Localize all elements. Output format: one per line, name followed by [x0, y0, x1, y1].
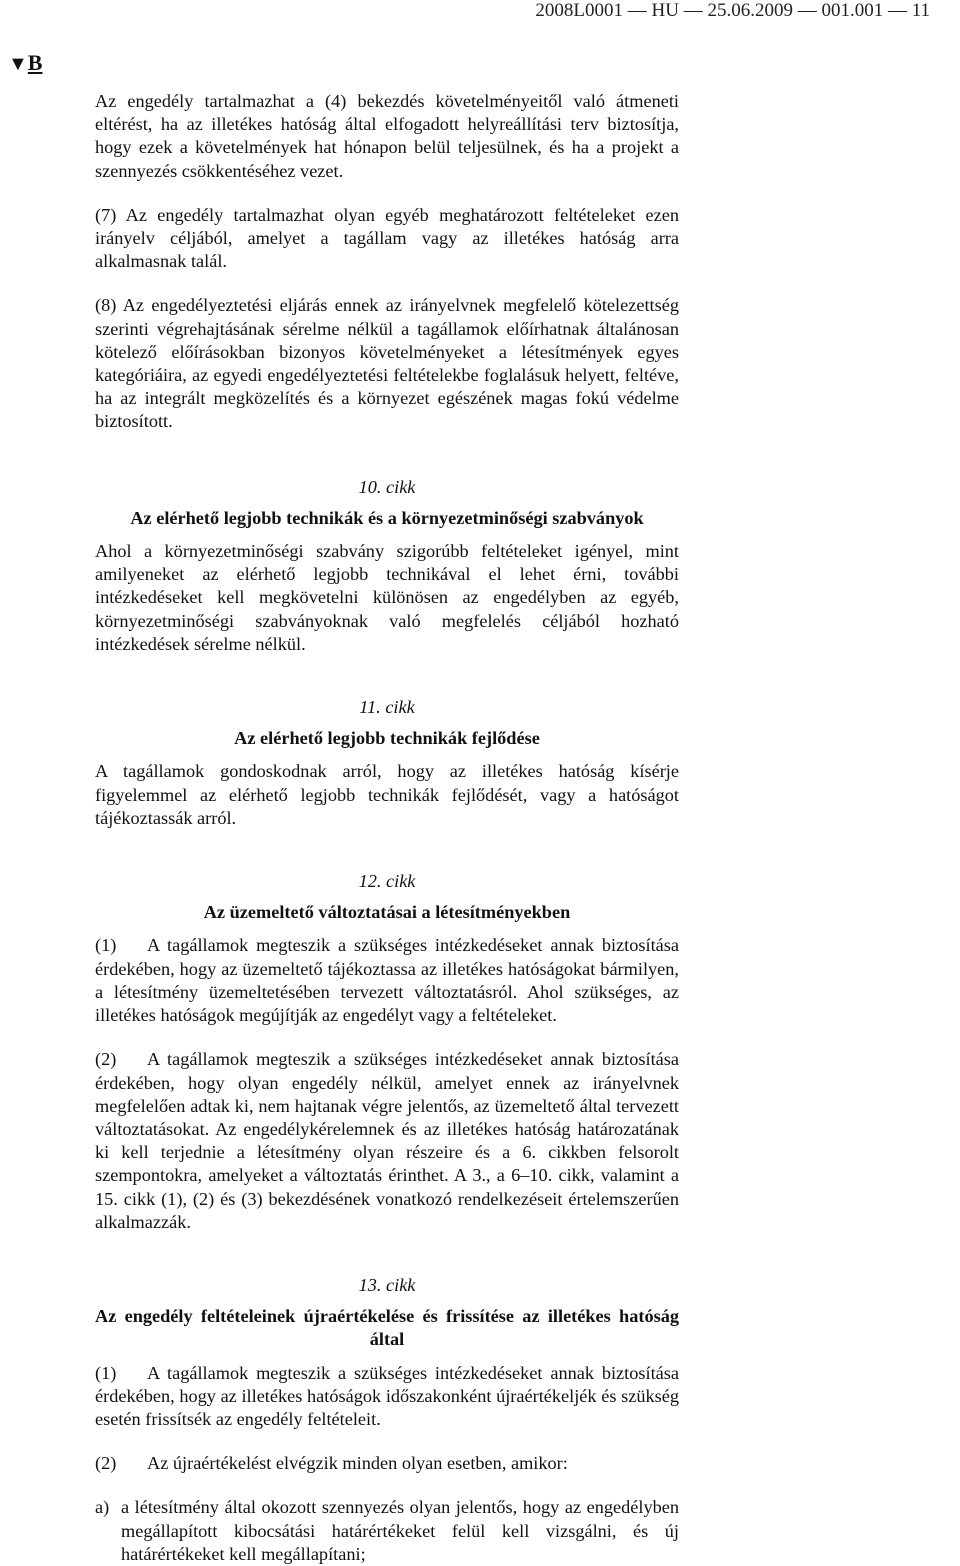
triangle-down-icon: ▼: [8, 53, 28, 75]
article-10-text: Ahol a környezetminőségi szabvány szigorúbb feltételeket igényel, mint amilyeneket az elérhető legjobb technikával el lehet érni, további intézkedéseket kell megkövetelni különösen az engedélyben az egyéb, környezetminőségi szabványoknak való megfelelés céljából hozható intézkedések sérelme nélkül.: [95, 541, 679, 654]
paragraph-text: A tagállamok megteszik a szükséges intézkedéseket annak biztosítása érdekében, hogy az üzemeltető tájékoztassa az illetékes hatóságokat bármilyen, a létesítmény üzemeltetésében tervezett változtatásról. Ahol szükséges, az illetékes hatóságok megújítják az engedélyt vagy a feltételeket.: [95, 935, 679, 1026]
paragraph-number: (1): [95, 935, 117, 956]
article-13-title: Az engedély feltételeinek újraértékelése és frissítése az illetékes hatóság által: [95, 1306, 679, 1350]
marker-letter: B: [27, 50, 43, 75]
paragraph-number: (1): [95, 1362, 117, 1383]
article-12-paragraph-2: [95, 1048, 679, 1234]
article-13-point-a: [95, 1496, 679, 1566]
article-11-title: Az elérhető legjobb technikák fejlődése: [234, 728, 540, 749]
article-11-text: A tagállamok gondoskodnak arról, hogy az illetékes hatóság kísérje figyelemmel az elérhető legjobb technikák fejlődését, vagy a hatóságot tájékoztassák arról.: [95, 761, 679, 828]
paragraph-text: A tagállamok megteszik a szükséges intézkedéseket annak biztosítása érdekében, hogy olyan engedély nélkül, amelyet ennek az irányelvnek megfelelően adtak ki, nem hajtanak végre jelentős, az üzemeltető által tervezett változtatásokat. Az engedélykérelemnek és az illetékes hatóság határozatának ki kell terjednie a létesítmény olyan részeire és a 6. cikkben felsorolt szempontokra, amelyeket a változtatás érinthet. A 3., a 6–10. cikk, valamint a 15. cikk (1), (2) és (3) bekezdésének vonatkozó rendelkezéseit értelemszerűen alkalmazzák.: [95, 1049, 679, 1232]
article-10-number: 10. cikk: [358, 476, 416, 497]
paragraph-number: (2): [95, 1453, 117, 1474]
running-header: 2008L0001 — HU — 25.06.2009 — 001.001 — 11: [535, 0, 930, 21]
article-12-number: 12. cikk: [358, 871, 416, 892]
article-13-number: 13. cikk: [358, 1274, 416, 1295]
point-label: a): [95, 1497, 110, 1518]
article-12-paragraph-1: [95, 934, 679, 1027]
article-10-title: Az elérhető legjobb technikák és a környezetminőségi szabványok: [130, 507, 644, 528]
paragraph-text: Az újraértékelést elvégzik minden olyan esetben, amikor:: [147, 1453, 568, 1474]
paragraph-7: (7) Az engedély tartalmazhat olyan egyéb meghatározott feltételeket ezen irányelv céljából, amelyet a tagállam vagy az illetékes hatóság arra alkalmasnak talál.: [95, 204, 679, 272]
paragraph-text: A tagállamok megteszik a szükséges intézkedéseket annak biztosítása érdekében, hogy az illetékes hatóságok időszakonként újraértékeljék és szükség esetén frissítsék az engedély feltételeit.: [95, 1362, 679, 1429]
article-13-paragraph-2: [95, 1452, 679, 1475]
paragraph-8: (8) Az engedélyeztetési eljárás ennek az irányelvnek megfelelő kötelezettség szerinti végrehajtásának sérelme nélkül a tagállamok előírhatnak általánosan kötelező előírásokban bizonyos követelményeket a létesítmények egyes kategóriáira, az egyedi engedélyeztetési feltételekbe foglalásuk helyett, feltéve, ha az integrált megközelítés és a környezet egészének magas fokú védelme biztosított.: [95, 295, 679, 432]
article-13-paragraph-1: [95, 1362, 679, 1432]
paragraph-number: (2): [95, 1049, 117, 1070]
consolidation-marker: [8, 50, 42, 76]
paragraph-intro: Az engedély tartalmazhat a (4) bekezdés követelményeitől való átmeneti eltérést, ha az illetékes hatóság által elfogadott helyreállítási terv biztosítja, hogy ezek a követelmények hat hónapon belül teljesülnek, és ha a projekt a szennyezés csökkentéséhez vezet.: [95, 91, 679, 181]
document-body: [95, 90, 679, 1566]
article-12-title: Az üzemeltető változtatásai a létesítményekben: [203, 902, 571, 923]
point-text: a létesítmény által okozott szennyezés olyan jelentős, hogy az engedélyben megállapított kibocsátási határértékeket felül kell vizsgálni, és új határértékeket kell megállapítani;: [121, 1497, 679, 1564]
article-11-number: 11. cikk: [359, 697, 415, 718]
